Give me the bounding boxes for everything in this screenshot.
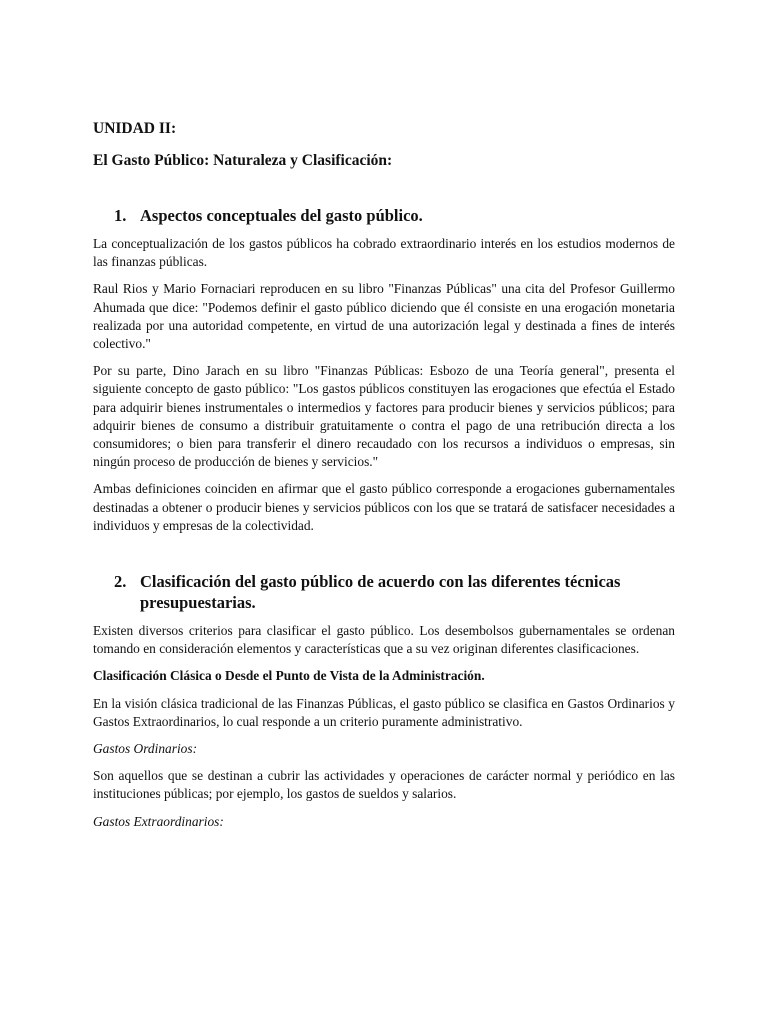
section-1-paragraph-4: Ambas definiciones coinciden en afirmar que el gasto público corresponde a erogaciones gubernamentales destinadas a obtener o producir bienes y servicios públicos con los que se tratará de satisfacer necesidades a individuos y empresas de la colectividad.	[93, 481, 675, 533]
unit-title: UNIDAD II:	[93, 120, 177, 137]
document-page	[93, 118, 675, 840]
document-title: El Gasto Público: Naturaleza y Clasificación:	[93, 152, 393, 169]
section-2-intro: Existen diversos criterios para clasificar el gasto público. Los desembolsos gubernamentales se ordenan tomando en consideración elementos y características que a su vez originan diferentes clasificaciones.	[93, 623, 675, 657]
ordinary-expenses-paragraph: Son aquellos que se destinan a cubrir las actividades y operaciones de carácter normal y periódico en las instituciones públicas; por ejemplo, los gastos de sueldos y salarios.	[93, 768, 675, 802]
classic-classification-paragraph: En la visión clásica tradicional de las Finanzas Públicas, el gasto público se clasifica en Gastos Ordinarios y Gastos Extraordinarios, lo cual responde a un criterio puramente administrativo.	[93, 695, 675, 729]
extraordinary-expenses-label: Gastos Extraordinarios:	[93, 813, 224, 829]
section-spacer	[93, 544, 675, 571]
ordinary-expenses-label: Gastos Ordinarios:	[93, 741, 198, 757]
section-1-title: Aspectos conceptuales del gasto público.	[140, 206, 423, 225]
section-2-title: Clasificación del gasto público de acuerdo con las diferentes técnicas presupuestarias.	[140, 572, 621, 613]
section-1-number: 1.	[114, 206, 127, 225]
section-1-paragraph-1: La conceptualización de los gastos públicos ha cobrado extraordinario interés en los estudios modernos de las finanzas públicas.	[93, 236, 675, 270]
classic-classification-subheading: Clasificación Clásica o Desde el Punto de Vista de la Administración.	[93, 668, 485, 684]
section-1-paragraph-3: Por su parte, Dino Jarach en su libro "Finanzas Públicas: Esbozo de una Teoría general", presenta el siguiente concepto de gasto público: "Los gastos públicos constituyen las erogaciones que efectúa el Estado para adquirir bienes instrumentales o intermedios y factores para producir bienes y servicios públicos; para adquirir bienes de consumo a distribuir gratuitamente o contra el pago de una retribución directa a los consumidores; o bien para transferir el dinero recaudado con los recursos a individuos o empresas, sin ningún proceso de producción de bienes y servicios."	[93, 363, 675, 470]
section-2-heading	[93, 571, 675, 613]
section-1-paragraph-2: Raul Rios y Mario Fornaciari reproducen en su libro "Finanzas Públicas" una cita del Profesor Guillermo Ahumada que dice: "Podemos definir el gasto público diciendo que él consiste en una erogación monetaria realizada por una autoridad competente, en virtud de una autorización legal y destinada a fines de interés colectivo."	[93, 281, 675, 352]
section-2-number: 2.	[114, 572, 127, 592]
section-1-heading	[93, 205, 675, 226]
